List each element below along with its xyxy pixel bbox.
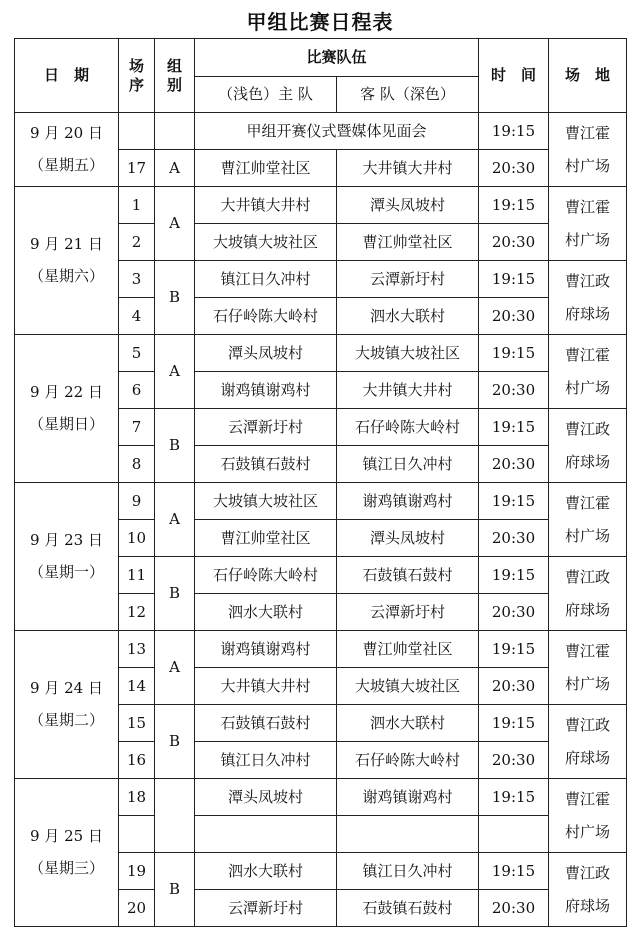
home-team: 大井镇大井村 xyxy=(195,668,337,705)
seq-cell: 9 xyxy=(119,483,155,520)
venue-cell: 曹江霍 村广场 xyxy=(549,631,627,705)
away-team: 石仔岭陈大岭村 xyxy=(337,409,479,446)
away-team: 大坡镇大坡社区 xyxy=(337,335,479,372)
seq-cell: 16 xyxy=(119,742,155,779)
header-seq: 场 序 xyxy=(119,39,155,113)
time-cell: 19:15 xyxy=(479,335,549,372)
home-team: 潭头凤坡村 xyxy=(195,335,337,372)
away-team: 石仔岭陈大岭村 xyxy=(337,742,479,779)
home-team xyxy=(195,816,337,853)
group-cell: A xyxy=(155,150,195,187)
time-cell: 20:30 xyxy=(479,446,549,483)
time-cell: 19:15 xyxy=(479,631,549,668)
header-time: 时 间 xyxy=(479,39,549,113)
time-cell: 19:15 xyxy=(479,483,549,520)
table-row xyxy=(15,779,627,816)
home-team: 曹江帅堂社区 xyxy=(195,520,337,557)
away-team: 镇江日久冲村 xyxy=(337,853,479,890)
venue-cell: 曹江霍 村广场 xyxy=(549,335,627,409)
seq-cell: 5 xyxy=(119,335,155,372)
time-cell: 20:30 xyxy=(479,890,549,927)
home-team: 大坡镇大坡社区 xyxy=(195,483,337,520)
seq-cell xyxy=(119,113,155,150)
time-cell: 20:30 xyxy=(479,594,549,631)
venue-cell: 曹江霍 村广场 xyxy=(549,483,627,557)
away-team xyxy=(337,816,479,853)
venue-cell: 曹江政 府球场 xyxy=(549,853,627,927)
date-cell: 9 月 22 日 （星期日） xyxy=(15,335,119,483)
venue-cell: 曹江政 府球场 xyxy=(549,705,627,779)
seq-cell xyxy=(119,816,155,853)
time-cell: 19:15 xyxy=(479,779,549,816)
header-teams: 比赛队伍 xyxy=(195,39,479,77)
seq-cell: 8 xyxy=(119,446,155,483)
seq-cell: 17 xyxy=(119,150,155,187)
table-row xyxy=(15,335,627,372)
seq-cell: 1 xyxy=(119,187,155,224)
away-team: 潭头凤坡村 xyxy=(337,187,479,224)
table-row xyxy=(15,483,627,520)
time-cell xyxy=(479,816,549,853)
group-cell: B xyxy=(155,705,195,779)
time-cell: 19:15 xyxy=(479,409,549,446)
time-cell: 20:30 xyxy=(479,742,549,779)
venue-cell: 曹江政 府球场 xyxy=(549,557,627,631)
group-cell: B xyxy=(155,853,195,927)
home-team: 石仔岭陈大岭村 xyxy=(195,557,337,594)
venue-cell: 曹江霍 村广场 xyxy=(549,779,627,853)
seq-cell: 2 xyxy=(119,224,155,261)
date-cell: 9 月 21 日 （星期六） xyxy=(15,187,119,335)
time-cell: 19:15 xyxy=(479,557,549,594)
group-cell: B xyxy=(155,261,195,335)
time-cell: 19:15 xyxy=(479,187,549,224)
group-cell: A xyxy=(155,631,195,705)
seq-cell: 19 xyxy=(119,853,155,890)
venue-cell: 曹江政 府球场 xyxy=(549,409,627,483)
header-date: 日 期 xyxy=(15,39,119,113)
away-team: 石鼓镇石鼓村 xyxy=(337,557,479,594)
away-team: 石鼓镇石鼓村 xyxy=(337,890,479,927)
table-row xyxy=(15,187,627,224)
group-cell xyxy=(155,779,195,853)
away-team: 曹江帅堂社区 xyxy=(337,224,479,261)
date-cell: 9 月 23 日 （星期一） xyxy=(15,483,119,631)
seq-cell: 7 xyxy=(119,409,155,446)
group-cell: B xyxy=(155,557,195,631)
date-cell: 9 月 20 日 （星期五） xyxy=(15,113,119,187)
time-cell: 19:15 xyxy=(479,705,549,742)
group-cell: A xyxy=(155,335,195,409)
away-team: 大井镇大井村 xyxy=(337,150,479,187)
header-group: 组 别 xyxy=(155,39,195,113)
seq-cell: 3 xyxy=(119,261,155,298)
home-team: 泗水大联村 xyxy=(195,594,337,631)
home-team: 石仔岭陈大岭村 xyxy=(195,298,337,335)
home-team: 云潭新圩村 xyxy=(195,890,337,927)
time-cell: 20:30 xyxy=(479,372,549,409)
home-team: 谢鸡镇谢鸡村 xyxy=(195,372,337,409)
seq-cell: 12 xyxy=(119,594,155,631)
away-team: 大坡镇大坡社区 xyxy=(337,668,479,705)
time-cell: 19:15 xyxy=(479,853,549,890)
home-team: 石鼓镇石鼓村 xyxy=(195,705,337,742)
away-team: 曹江帅堂社区 xyxy=(337,631,479,668)
seq-cell: 4 xyxy=(119,298,155,335)
away-team: 谢鸡镇谢鸡村 xyxy=(337,779,479,816)
away-team: 泗水大联村 xyxy=(337,298,479,335)
home-team: 曹江帅堂社区 xyxy=(195,150,337,187)
home-team: 泗水大联村 xyxy=(195,853,337,890)
group-cell: A xyxy=(155,187,195,261)
seq-cell: 13 xyxy=(119,631,155,668)
home-team: 大坡镇大坡社区 xyxy=(195,224,337,261)
header-away: 客 队（深色） xyxy=(337,77,479,113)
group-cell: B xyxy=(155,409,195,483)
seq-cell: 10 xyxy=(119,520,155,557)
home-team: 潭头凤坡村 xyxy=(195,779,337,816)
away-team: 云潭新圩村 xyxy=(337,261,479,298)
away-team: 泗水大联村 xyxy=(337,705,479,742)
away-team: 大井镇大井村 xyxy=(337,372,479,409)
seq-cell: 18 xyxy=(119,779,155,816)
time-cell: 20:30 xyxy=(479,520,549,557)
seq-cell: 20 xyxy=(119,890,155,927)
venue-cell: 曹江政 府球场 xyxy=(549,261,627,335)
date-cell: 9 月 25 日 （星期三） xyxy=(15,779,119,927)
table-row xyxy=(15,631,627,668)
home-team: 谢鸡镇谢鸡村 xyxy=(195,631,337,668)
table-row xyxy=(15,113,627,150)
seq-cell: 14 xyxy=(119,668,155,705)
home-team: 镇江日久冲村 xyxy=(195,742,337,779)
venue-cell: 曹江霍 村广场 xyxy=(549,187,627,261)
seq-cell: 15 xyxy=(119,705,155,742)
home-team: 云潭新圩村 xyxy=(195,409,337,446)
home-team: 大井镇大井村 xyxy=(195,187,337,224)
time-cell: 20:30 xyxy=(479,224,549,261)
schedule-table xyxy=(14,38,627,927)
time-cell: 19:15 xyxy=(479,261,549,298)
date-cell: 9 月 24 日 （星期二） xyxy=(15,631,119,779)
away-team: 潭头凤坡村 xyxy=(337,520,479,557)
time-cell: 19:15 xyxy=(479,113,549,150)
time-cell: 20:30 xyxy=(479,150,549,187)
group-cell xyxy=(155,113,195,150)
header-venue: 场 地 xyxy=(549,39,627,113)
page-title: 甲组比赛日程表 xyxy=(246,10,394,34)
home-team: 镇江日久冲村 xyxy=(195,261,337,298)
ceremony-text: 甲组开赛仪式暨媒体见面会 xyxy=(195,113,479,150)
time-cell: 20:30 xyxy=(479,298,549,335)
seq-cell: 6 xyxy=(119,372,155,409)
time-cell: 20:30 xyxy=(479,668,549,705)
header-row xyxy=(15,39,627,77)
away-team: 云潭新圩村 xyxy=(337,594,479,631)
venue-cell: 曹江霍 村广场 xyxy=(549,113,627,187)
seq-cell: 11 xyxy=(119,557,155,594)
home-team: 石鼓镇石鼓村 xyxy=(195,446,337,483)
header-home: （浅色）主 队 xyxy=(195,77,337,113)
group-cell: A xyxy=(155,483,195,557)
away-team: 谢鸡镇谢鸡村 xyxy=(337,483,479,520)
away-team: 镇江日久冲村 xyxy=(337,446,479,483)
